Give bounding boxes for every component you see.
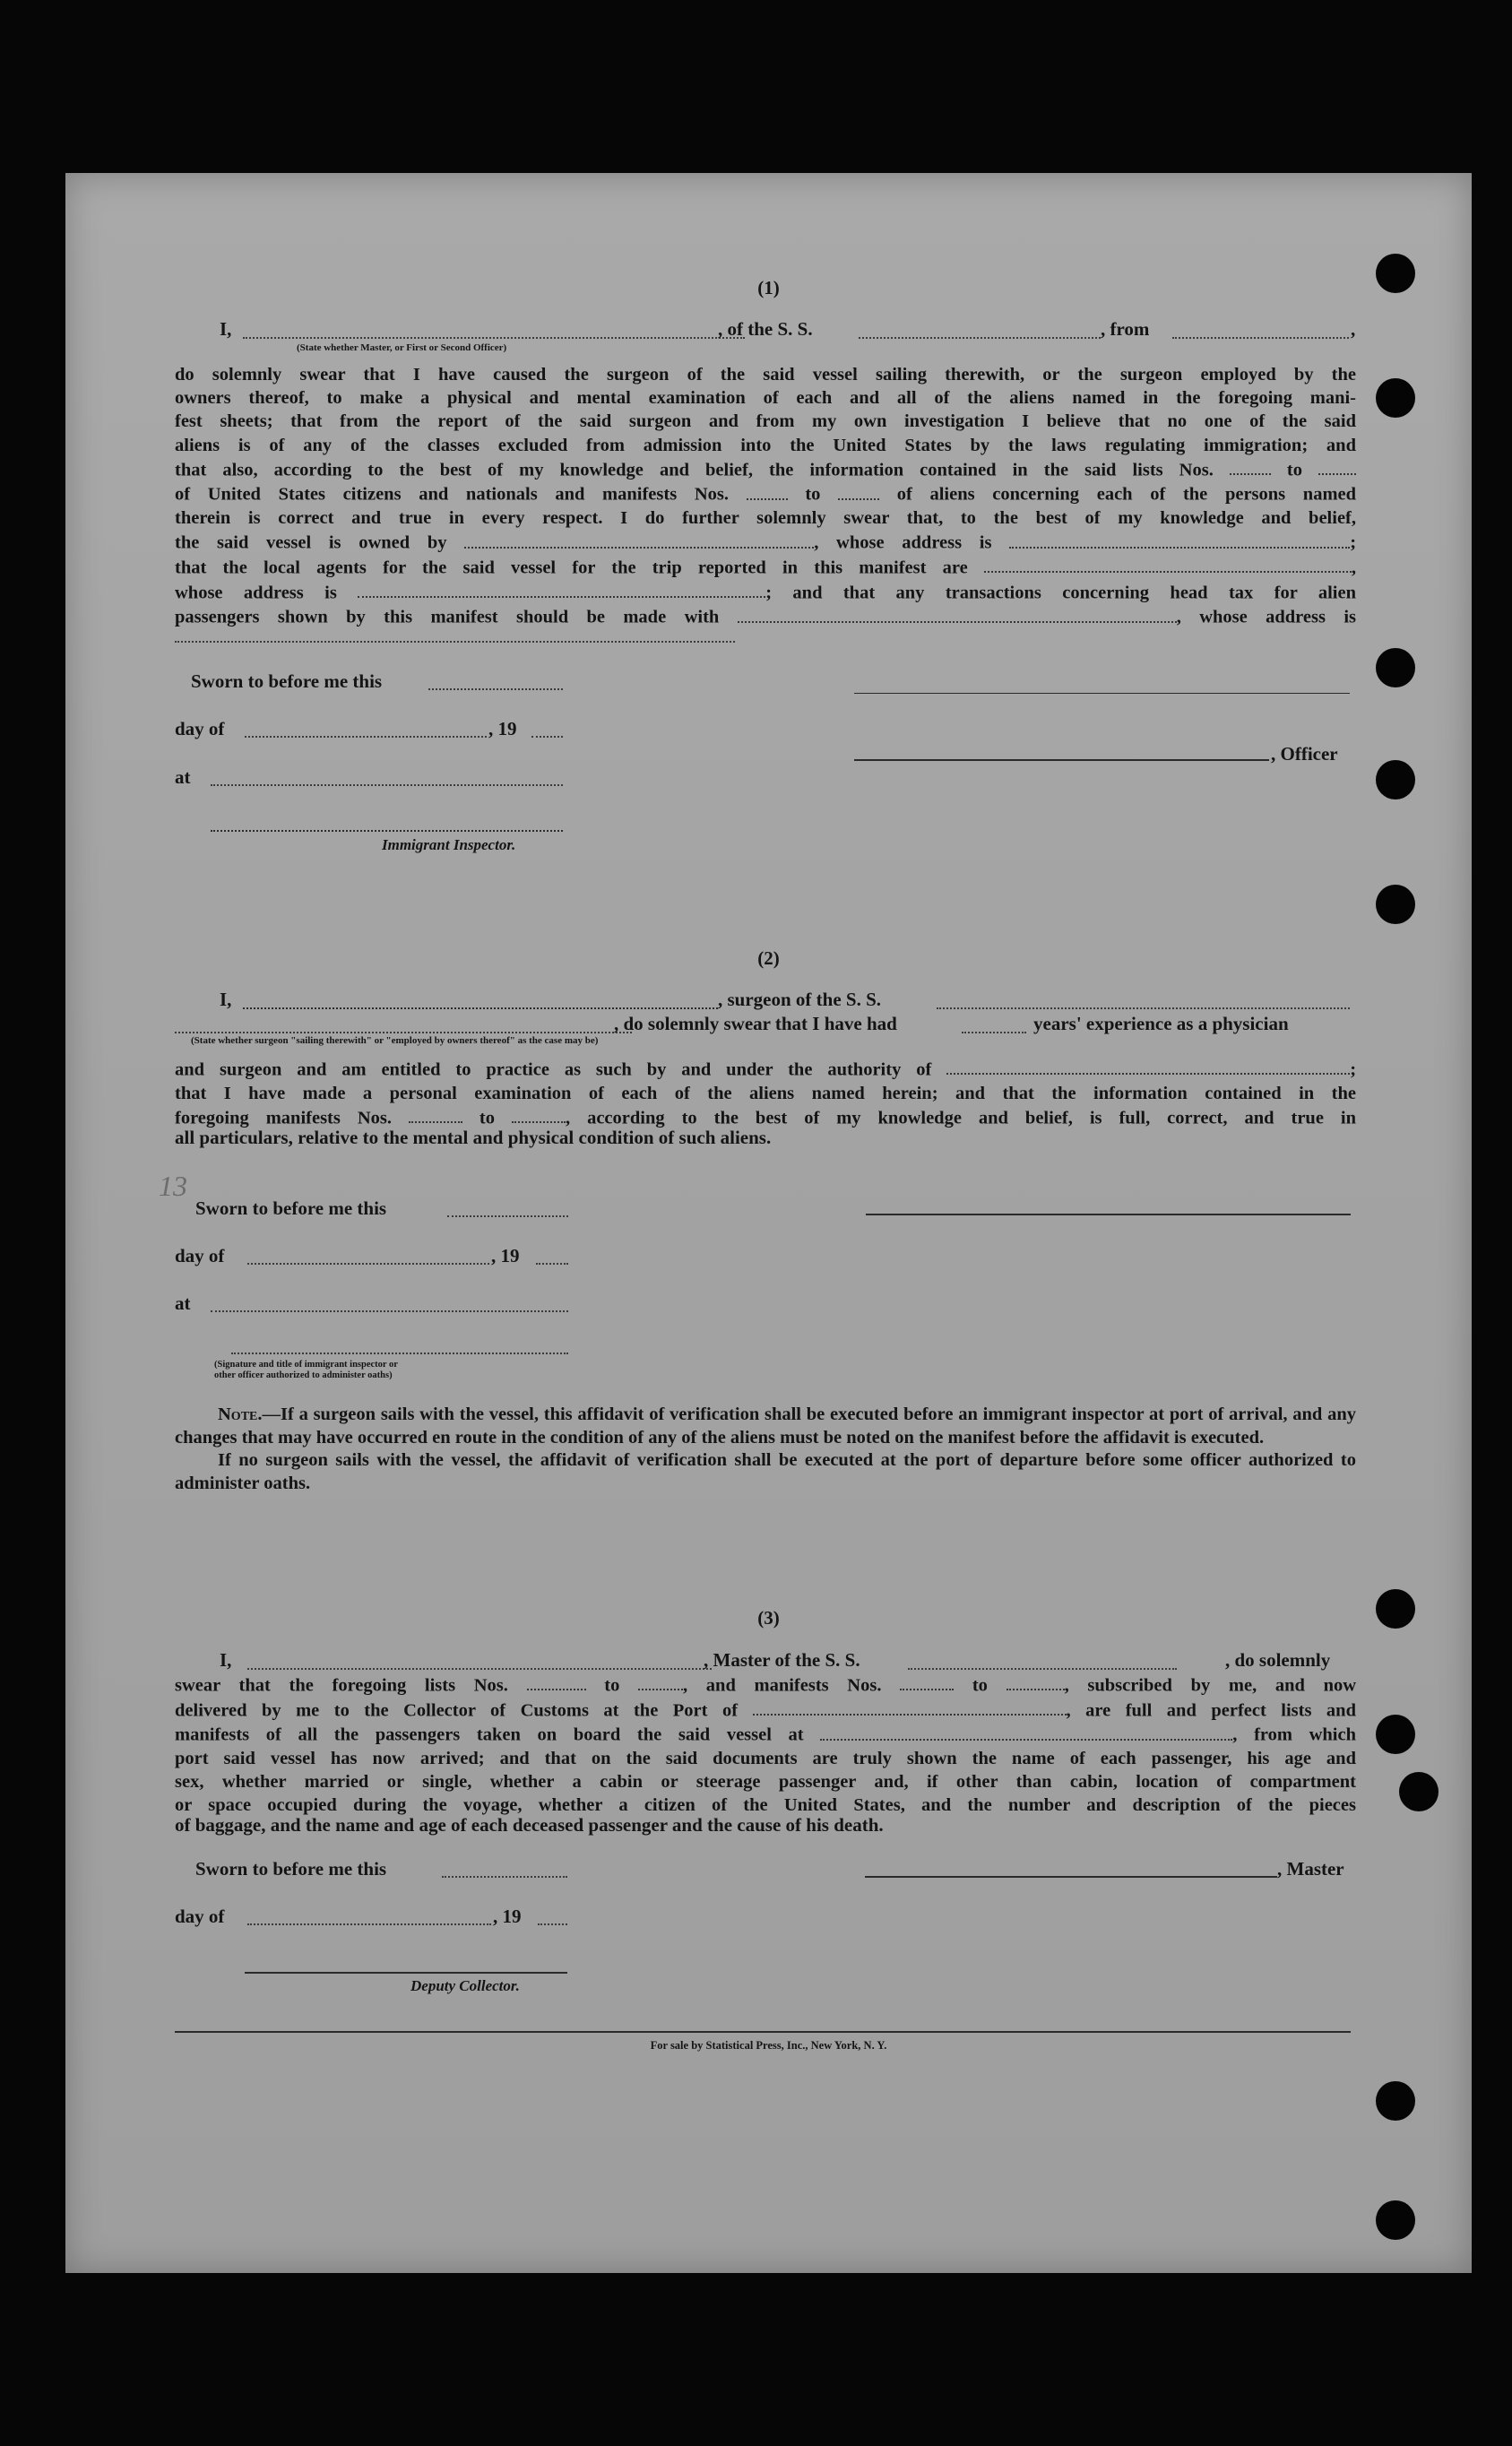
s1-owned-label: the said vessel is owned by (175, 532, 447, 553)
s2-note (175, 1404, 1356, 1495)
s1-ss-label: , of the S. S. (718, 318, 813, 340)
s1-vessel-line (859, 337, 1101, 339)
s3-lists-from-field[interactable] (527, 1672, 586, 1690)
s1-line: fest sheets; that from the report of the said surgeon and from my own investigation I believe that no one of the said (175, 411, 1356, 432)
s1-sworn-label: Sworn to before me this (191, 670, 383, 692)
s2-authority-label: and surgeon and am entitled to practice as such by and under the authority of (175, 1059, 932, 1080)
s2-line2-a: , do solemnly swear that I have had (614, 1013, 897, 1034)
s3-collector-line (245, 1972, 567, 1974)
s3-last-line: of baggage, and the name and age of each deceased passenger and the cause of his death. (175, 1814, 884, 1836)
s3-to-label: to (604, 1675, 620, 1696)
s3-lists-label: swear that the foregoing lists Nos. (175, 1675, 508, 1696)
s2-note-1 (175, 1404, 1356, 1449)
s3-origin-port-field[interactable] (820, 1722, 1232, 1740)
s1-inspector-label: Immigrant Inspector. (382, 836, 516, 853)
punch-hole (1376, 1715, 1415, 1754)
punch-hole (1376, 378, 1415, 418)
s1-line-11 (175, 604, 1356, 629)
s1-day-line (245, 736, 487, 738)
s1-semicolon: ; (1350, 532, 1357, 553)
s2-year-line (536, 1263, 568, 1265)
s1-to-label: to (1286, 460, 1302, 480)
s1-contact-address-line (175, 641, 735, 643)
s2-sig-hint-1: (Signature and title of immigrant inspector or (214, 1360, 398, 1370)
s1-line-9 (175, 555, 1356, 580)
punch-hole (1399, 1772, 1439, 1811)
s1-sworn-line (428, 688, 563, 690)
s2-day-line (247, 1263, 489, 1265)
s2-sworn-line (447, 1215, 568, 1217)
s2-line-3 (175, 1057, 1356, 1082)
s1-owner-address-field[interactable] (1009, 530, 1350, 548)
s2-sig-hint (214, 1360, 398, 1381)
s1-at-line (211, 784, 563, 786)
s3-collector-label: Deputy Collector. (410, 1977, 520, 1994)
s2-line2-field (175, 1032, 632, 1033)
s1-at-label: at (175, 766, 191, 788)
section-3-body (175, 1672, 1356, 1818)
s1-officer-name-line (243, 337, 745, 339)
manifest-affidavit-page (65, 173, 1472, 2273)
s2-semicolon: ; (1350, 1059, 1357, 1080)
punch-hole (1376, 2081, 1415, 2121)
s1-from-line (1172, 337, 1349, 339)
s2-year-label: , 19 (491, 1245, 520, 1266)
s3-line-4 (175, 1722, 1356, 1747)
s1-line-8 (175, 530, 1356, 555)
s3-manifests-from-field[interactable] (900, 1672, 954, 1690)
s3-master-signature-line (865, 1876, 1277, 1878)
section-1-body (175, 363, 1356, 629)
s1-line: aliens is of any of the classes excluded from admission into the United States by the laws regulating immigration; and (175, 435, 1356, 455)
s3-year-line (538, 1923, 567, 1925)
s2-line-6: all particulars, relative to the mental and physical condition of such aliens. (175, 1127, 772, 1148)
s1-owner-field[interactable] (464, 530, 814, 548)
s1-agents-label: that the local agents for the said vessel for the trip reported in this manifest are (175, 557, 968, 578)
s1-comma-2: , (1351, 557, 1356, 578)
s2-note-1-text: —If a surgeon sails with the vessel, this affidavit of verification shall be executed before an immigrant inspector at port of arrival, and any changes that may have occurred en route in the condition of any of the aliens must be noted on the manifest before the affidavit is executed. (175, 1405, 1356, 1448)
s3-subscribed-label: , subscribed by me, and now (1064, 1675, 1357, 1696)
s1-lists-to-field[interactable] (1318, 457, 1356, 475)
s2-at-line (211, 1310, 568, 1312)
s2-at-label: at (175, 1292, 191, 1314)
s2-signature-title-line (231, 1353, 568, 1354)
s3-line-3 (175, 1698, 1356, 1723)
s1-officer-hint: (State whether Master, or First or Second Officer) (297, 342, 507, 353)
s1-lists-from-field[interactable] (1230, 457, 1271, 475)
s1-agent-address-label: whose address is (175, 583, 337, 603)
s3-line-2 (175, 1672, 1356, 1698)
s2-surgeon-name-line (243, 1007, 718, 1009)
s1-contact-address-label: , whose address is (1176, 607, 1356, 627)
s1-manifests-label: of United States citizens and nationals and manifests Nos. (175, 484, 729, 505)
s2-manifests-to-field[interactable] (512, 1105, 566, 1123)
s1-manifests-to-field[interactable] (838, 481, 879, 499)
s2-manifests-label: foregoing manifests Nos. (175, 1108, 392, 1128)
s3-lists-to-field[interactable] (638, 1672, 683, 1690)
s2-line-4: that I have made a personal examination of each of the aliens named herein; and that the information contained in the (175, 1083, 1356, 1103)
s1-comma: , (1351, 318, 1356, 340)
s3-vessel-line (908, 1668, 1177, 1670)
s1-line-5 (175, 457, 1356, 482)
s1-line-7: therein is correct and true in every respect. I do further solemnly swear that, to the best of my knowledge and belief, (175, 508, 1356, 529)
s2-years-field (962, 1032, 1026, 1033)
s3-i-label: I, (220, 1649, 232, 1671)
s2-surgeon-hint: (State whether surgeon "sailing therewith" or "employed by owners thereof" as the case may be) (191, 1035, 599, 1046)
s2-note-label: Note. (218, 1405, 263, 1424)
s2-sworn-label: Sworn to before me this (195, 1197, 387, 1219)
s2-sig-hint-2: other officer authorized to administer oaths) (214, 1370, 393, 1380)
s1-year-line (531, 736, 563, 738)
s1-year-label: , 19 (488, 718, 517, 739)
s2-surgeon-label: , surgeon of the S. S. (718, 989, 882, 1010)
s1-officer-line (854, 759, 1269, 761)
s3-to-label: to (972, 1675, 988, 1696)
s3-master-name-line (247, 1668, 712, 1670)
s1-i-label: I, (220, 318, 232, 340)
s1-lists-label: that also, according to the best of my knowledge and belief, the information contained in the said lists Nos. (175, 460, 1214, 480)
s2-vessel-line (937, 1007, 1350, 1009)
s2-note-2: If no surgeon sails with the vessel, the affidavit of verification shall be executed at the port of departure before some officer authorized to administer oaths. (175, 1450, 1356, 1493)
s3-line: port said vessel has now arrived; and that on the said documents are truly shown the name of each passenger, his age and (175, 1748, 1356, 1768)
s1-line: owners thereof, to make a physical and mental examination of each and all of the aliens named in the foregoing mani- (175, 388, 1356, 409)
s3-collector-label: delivered by me to the Collector of Customs at the Port of (175, 1700, 739, 1721)
s1-to-label: to (805, 484, 821, 505)
s1-aliens-label: of aliens concerning each of the persons named (896, 484, 1357, 505)
s1-headtax-label: ; and that any transactions concerning head tax for alien (765, 583, 1357, 603)
section-2-body (175, 1057, 1356, 1129)
s3-port-field[interactable] (753, 1698, 1067, 1716)
s2-correct-label: , according to the best of my knowledge and belief, is full, correct, and true in (565, 1108, 1356, 1128)
s1-manifests-from-field[interactable] (747, 481, 788, 499)
s1-inspector-line (211, 830, 563, 832)
s3-year-label: , 19 (493, 1906, 522, 1927)
s3-line: sex, whether married or single, whether a cabin or steerage passenger and, if other than cabin, location of compartment (175, 1772, 1356, 1793)
printer-credit: For sale by Statistical Press, Inc., New York, N. Y. (650, 2039, 887, 2052)
s1-line-10 (175, 580, 1356, 605)
punch-hole (1376, 648, 1415, 687)
s1-officer-label: , Officer (1271, 743, 1338, 765)
s3-full-label: , are full and perfect lists and (1066, 1700, 1356, 1721)
s2-day-label: day of (175, 1245, 225, 1266)
s3-solemnly-label: , do solemnly (1225, 1649, 1331, 1671)
s3-taken-label: manifests of all the passengers taken on board the said vessel at (175, 1724, 804, 1745)
s1-line: do solemnly swear that I have caused the surgeon of the said vessel sailing therewith, or the surgeon employed by the (175, 365, 1356, 385)
s2-authority-field[interactable] (946, 1057, 1350, 1075)
s3-manifests-label: , and manifests Nos. (683, 1675, 882, 1696)
s1-address-label: , whose address is (814, 532, 992, 553)
s2-manifests-from-field[interactable] (409, 1105, 462, 1123)
s3-from-which-label: , from which (1232, 1724, 1356, 1745)
s1-day-label: day of (175, 718, 225, 739)
s3-line: or space occupied during the voyage, whether a citizen of the United States, and the number and description of the pieces (175, 1795, 1356, 1816)
s1-signature-line (854, 693, 1350, 694)
s1-line-6 (175, 481, 1356, 506)
s2-to-label: to (479, 1108, 495, 1128)
s3-master-sig-label: , Master (1277, 1858, 1344, 1880)
section-2-number: (2) (757, 947, 780, 969)
s1-from-label: , from (1101, 318, 1150, 340)
s1-agent-address-field[interactable] (358, 580, 765, 598)
s2-signature-line (866, 1214, 1351, 1215)
punch-hole (1376, 2200, 1415, 2240)
section-3-number: (3) (757, 1607, 780, 1629)
section-1-number: (1) (757, 277, 780, 298)
s1-passengers-label: passengers shown by this manifest should be made with (175, 607, 720, 627)
footer-rule (175, 2031, 1351, 2033)
s1-headtax-contact-field[interactable] (738, 604, 1177, 622)
s3-sworn-label: Sworn to before me this (195, 1858, 387, 1880)
s3-day-label: day of (175, 1906, 225, 1927)
s2-i-label: I, (220, 989, 232, 1010)
punch-hole (1376, 885, 1415, 924)
s2-margin-mark: 13 (159, 1170, 187, 1202)
s2-line2-b: years' experience as a physician (1033, 1013, 1289, 1034)
s1-agents-field[interactable] (984, 555, 1352, 573)
s3-sworn-line (442, 1876, 567, 1878)
punch-hole (1376, 760, 1415, 799)
s3-master-label: , Master of the S. S. (704, 1649, 860, 1671)
s3-day-line (247, 1923, 491, 1925)
s3-manifests-to-field[interactable] (1007, 1672, 1065, 1690)
